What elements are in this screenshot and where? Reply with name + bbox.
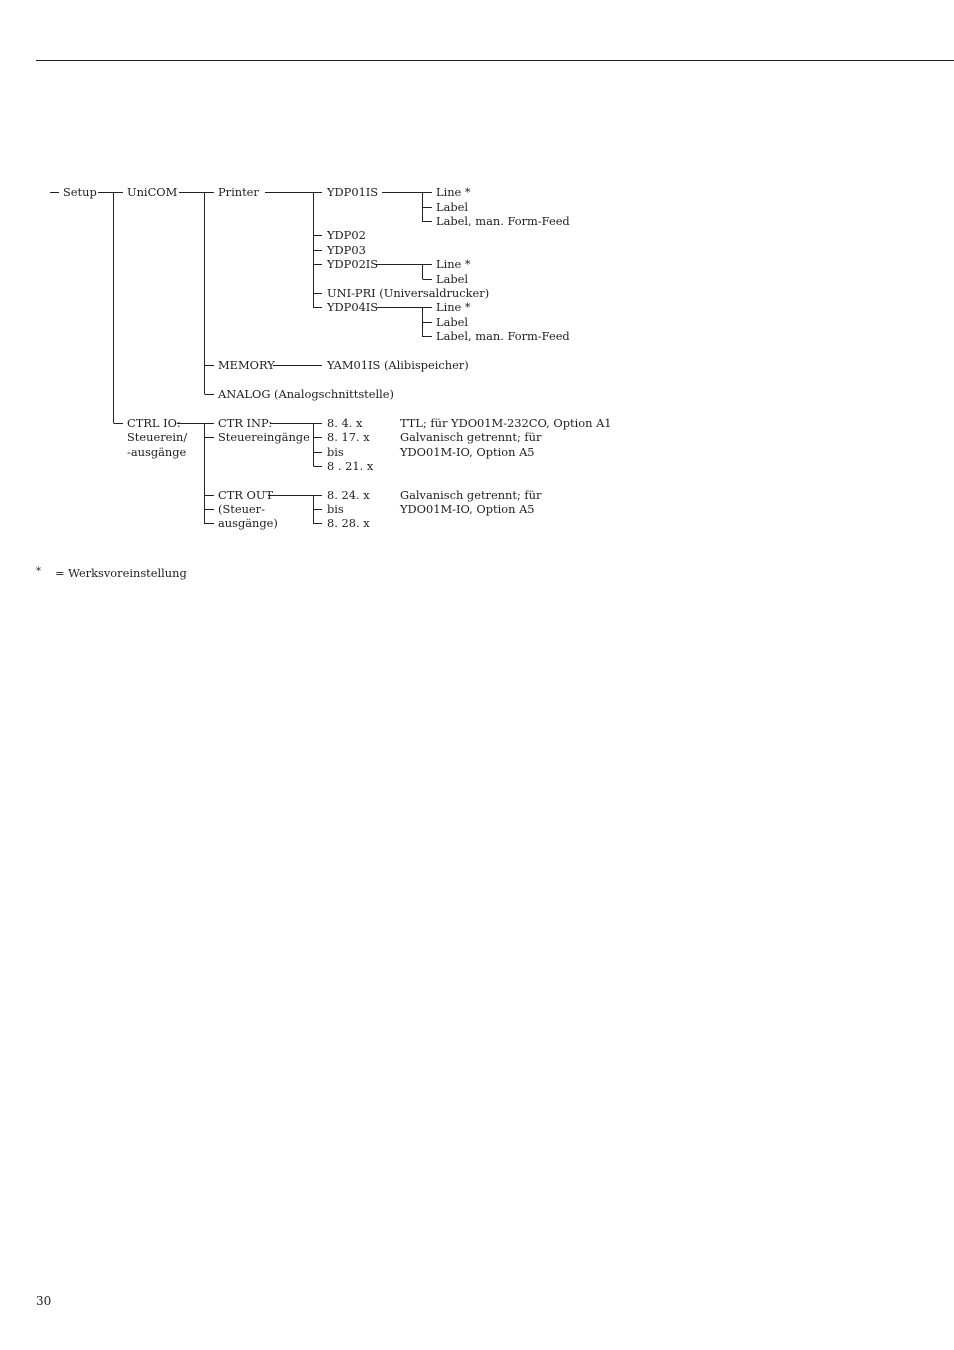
footnote-star: * xyxy=(36,566,41,577)
ctrout-note-1: Galvanisch getrennt; für xyxy=(400,488,542,502)
option-ydp04is-label: Label xyxy=(436,315,469,329)
ctrout-code-2: bis xyxy=(327,502,344,516)
option-ydp04is-formfeed: Label, man. Form-Feed xyxy=(436,329,570,343)
option-ydp01is-line: Line * xyxy=(436,185,471,199)
ctrinp-code-3: bis xyxy=(327,445,344,459)
ctrinp-code-2: 8. 17. x xyxy=(327,430,370,444)
node-ctrlio-line1: CTRL IO: xyxy=(127,416,181,430)
node-ctrout-line3: ausgänge) xyxy=(218,516,278,530)
option-ydp02is-line: Line * xyxy=(436,257,471,271)
option-ydp01is-formfeed: Label, man. Form-Feed xyxy=(436,214,570,228)
ctrinp-note-3: YDO01M-IO, Option A5 xyxy=(400,445,535,459)
node-ctrout-line1: CTR OUT xyxy=(218,488,274,502)
node-memory: MEMORY xyxy=(218,358,275,372)
ctrinp-note-1: TTL; für YDO01M-232CO, Option A1 xyxy=(400,416,612,430)
node-yam01is: YAM01IS (Alibispeicher) xyxy=(327,358,469,372)
node-setup: Setup xyxy=(63,185,97,199)
node-unicom: UniCOM xyxy=(127,185,178,199)
option-ydp04is-line: Line * xyxy=(436,300,471,314)
footnote-text: = Werksvoreinstellung xyxy=(55,566,187,580)
ctrinp-code-4: 8 . 21. x xyxy=(327,459,374,473)
node-ctrout-line2: (Steuer- xyxy=(218,502,265,516)
option-ydp02is-label: Label xyxy=(436,272,469,286)
node-printer: Printer xyxy=(218,185,259,199)
node-ydp03: YDP03 xyxy=(327,243,366,257)
ctrout-code-3: 8. 28. x xyxy=(327,516,370,530)
node-ctrlio-line3: -ausgänge xyxy=(127,445,187,459)
page-number: 30 xyxy=(36,1294,52,1308)
ctrinp-note-2: Galvanisch getrennt; für xyxy=(400,430,542,444)
ctrinp-code-1: 8. 4. x xyxy=(327,416,363,430)
node-ydp01is: YDP01IS xyxy=(327,185,379,199)
node-ctrinp-line1: CTR INP: xyxy=(218,416,273,430)
node-ydp04is: YDP04IS xyxy=(327,300,379,314)
option-ydp01is-label: Label xyxy=(436,200,469,214)
node-unipri: UNI-PRI (Universaldrucker) xyxy=(327,286,490,300)
node-ydp02is: YDP02IS xyxy=(327,257,379,271)
node-ydp02: YDP02 xyxy=(327,228,366,242)
node-ctrlio-line2: Steuerein/ xyxy=(127,430,188,444)
ctrout-note-2: YDO01M-IO, Option A5 xyxy=(400,502,535,516)
ctrout-code-1: 8. 24. x xyxy=(327,488,370,502)
node-ctrinp-line2: Steuereingänge xyxy=(218,430,310,444)
node-analog: ANALOG (Analogschnittstelle) xyxy=(218,387,394,401)
